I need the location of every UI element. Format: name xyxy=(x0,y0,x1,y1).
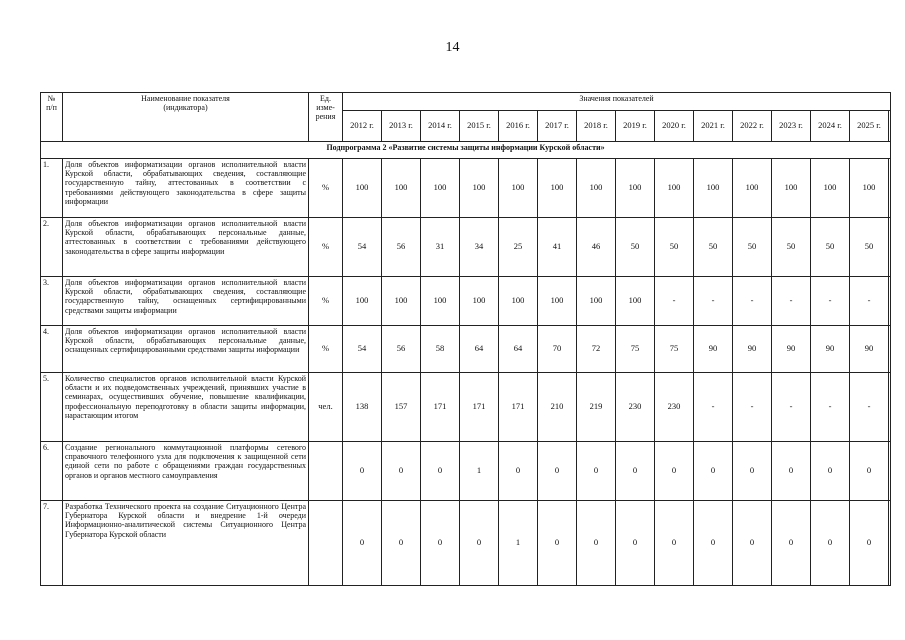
value-cell: 100 xyxy=(382,277,421,326)
year-header: 2024 г. xyxy=(811,111,850,142)
value-cell: 1 xyxy=(499,501,538,586)
indicators-table xyxy=(40,92,891,586)
row-number: 4. xyxy=(41,326,63,373)
value-cell: 171 xyxy=(460,373,499,442)
value-cell: 0 xyxy=(382,442,421,501)
value-cell: 0 xyxy=(694,501,733,586)
value-cell: 100 xyxy=(577,159,616,218)
value-cell: 90 xyxy=(733,326,772,373)
unit-cell xyxy=(309,501,343,586)
value-cell: 0 xyxy=(343,501,382,586)
row-filler xyxy=(889,159,891,218)
value-cell: - xyxy=(694,373,733,442)
table-row xyxy=(41,218,891,277)
header-row-1 xyxy=(41,93,891,111)
value-cell: 100 xyxy=(577,277,616,326)
value-cell: 0 xyxy=(382,501,421,586)
year-header: 2013 г. xyxy=(382,111,421,142)
value-cell: 100 xyxy=(694,159,733,218)
value-cell: 0 xyxy=(655,501,694,586)
value-cell: - xyxy=(850,277,889,326)
value-cell: - xyxy=(733,373,772,442)
value-cell: 41 xyxy=(538,218,577,277)
value-cell: 0 xyxy=(655,442,694,501)
year-header: 2016 г. xyxy=(499,111,538,142)
row-filler xyxy=(889,501,891,586)
year-header: 2021 г. xyxy=(694,111,733,142)
year-header: 2023 г. xyxy=(772,111,811,142)
value-cell: 0 xyxy=(499,442,538,501)
value-cell: 100 xyxy=(538,159,577,218)
value-cell: 56 xyxy=(382,218,421,277)
row-filler xyxy=(889,442,891,501)
value-cell: 0 xyxy=(616,501,655,586)
row-number: 3. xyxy=(41,277,63,326)
value-cell: 70 xyxy=(538,326,577,373)
row-number: 6. xyxy=(41,442,63,501)
unit-cell xyxy=(309,442,343,501)
row-number: 7. xyxy=(41,501,63,586)
value-cell: 58 xyxy=(421,326,460,373)
value-cell: 100 xyxy=(850,159,889,218)
value-cell: 34 xyxy=(460,218,499,277)
indicator-name: Доля объектов информатизации органов исполнительной власти Курской области, обрабатывающих сведения, составляющие государственную тайну, оснащенных сертифицированными средствами защиты информации xyxy=(63,277,309,326)
indicator-name: Количество специалистов органов исполнительной власти Курской области и их подведомственных учреждений, принявших участие в семинарах, осуществивших обучение, повышение квалификации, профессиональную переподготовку в области защиты информации, нарастающим итогом xyxy=(63,373,309,442)
value-cell: 100 xyxy=(382,159,421,218)
value-cell: 210 xyxy=(538,373,577,442)
value-cell: 0 xyxy=(343,442,382,501)
indicator-name: Доля объектов информатизации органов исполнительной власти Курской области, обрабатывающих персональные данные, аттестованных в соответствии с требованиями действующего законодательства в сфере защиты информации xyxy=(63,218,309,277)
unit-cell: % xyxy=(309,218,343,277)
value-cell: 54 xyxy=(343,218,382,277)
value-cell: - xyxy=(811,373,850,442)
row-filler xyxy=(889,373,891,442)
year-header: 2015 г. xyxy=(460,111,499,142)
value-cell: 50 xyxy=(850,218,889,277)
value-cell: 90 xyxy=(811,326,850,373)
value-cell: 100 xyxy=(343,277,382,326)
value-cell: 230 xyxy=(655,373,694,442)
unit-cell: чел. xyxy=(309,373,343,442)
value-cell: 100 xyxy=(421,277,460,326)
table-row xyxy=(41,373,891,442)
table-row xyxy=(41,277,891,326)
value-cell: 0 xyxy=(811,501,850,586)
value-cell: 0 xyxy=(733,442,772,501)
value-cell: 100 xyxy=(499,277,538,326)
value-cell: 0 xyxy=(460,501,499,586)
year-header: 2017 г. xyxy=(538,111,577,142)
value-cell: 0 xyxy=(694,442,733,501)
value-cell: 230 xyxy=(616,373,655,442)
value-cell: 0 xyxy=(772,442,811,501)
row-number: 1. xyxy=(41,159,63,218)
year-header-filler xyxy=(889,111,891,142)
value-cell: 50 xyxy=(694,218,733,277)
header-name-cell: Наименование показателя (индикатора) xyxy=(63,93,309,142)
value-cell: 100 xyxy=(460,277,499,326)
row-number: 2. xyxy=(41,218,63,277)
year-header: 2014 г. xyxy=(421,111,460,142)
value-cell: 0 xyxy=(577,501,616,586)
value-cell: 100 xyxy=(343,159,382,218)
row-filler xyxy=(889,218,891,277)
value-cell: 100 xyxy=(460,159,499,218)
value-cell: 0 xyxy=(577,442,616,501)
value-cell: 90 xyxy=(694,326,733,373)
value-cell: 100 xyxy=(499,159,538,218)
value-cell: 171 xyxy=(421,373,460,442)
year-header: 2012 г. xyxy=(343,111,382,142)
value-cell: 219 xyxy=(577,373,616,442)
value-cell: 50 xyxy=(655,218,694,277)
value-cell: 25 xyxy=(499,218,538,277)
header-unit-cell: Ед. изме- рения xyxy=(309,93,343,142)
value-cell: 64 xyxy=(499,326,538,373)
indicator-name: Разработка Технического проекта на создание Ситуационного Центра Губернатора Курской области и внедрение 1-й очереди Информационно-аналитической системы Ситуационного Центра Губернатора Курской области xyxy=(63,501,309,586)
subprogram-row xyxy=(41,142,891,159)
table-row xyxy=(41,501,891,586)
row-number: 5. xyxy=(41,373,63,442)
value-cell: - xyxy=(811,277,850,326)
value-cell: 46 xyxy=(577,218,616,277)
value-cell: 72 xyxy=(577,326,616,373)
value-cell: 0 xyxy=(772,501,811,586)
value-cell: - xyxy=(655,277,694,326)
indicator-name: Доля объектов информатизации органов исполнительной власти Курской области, обрабатывающих сведения, составляющие государственную тайну, аттестованных в соответствии с требованиями действующего законодательства в сфере защиты информации xyxy=(63,159,309,218)
value-cell: 50 xyxy=(772,218,811,277)
value-cell: 75 xyxy=(655,326,694,373)
table-row xyxy=(41,442,891,501)
value-cell: 0 xyxy=(733,501,772,586)
value-cell: 100 xyxy=(616,277,655,326)
value-cell: - xyxy=(694,277,733,326)
value-cell: 64 xyxy=(460,326,499,373)
value-cell: 56 xyxy=(382,326,421,373)
value-cell: 100 xyxy=(811,159,850,218)
value-cell: 50 xyxy=(811,218,850,277)
value-cell: 90 xyxy=(850,326,889,373)
value-cell: 171 xyxy=(499,373,538,442)
unit-cell: % xyxy=(309,277,343,326)
indicator-name: Создание регионального коммутационной платформы сетевого справочного телефонного узла для подключения к защищенной сети единой сети по работе с обращениями граждан государственных органов и органов местного самоуправления xyxy=(63,442,309,501)
value-cell: 0 xyxy=(850,442,889,501)
value-cell: 31 xyxy=(421,218,460,277)
value-cell: - xyxy=(850,373,889,442)
value-cell: 100 xyxy=(538,277,577,326)
row-filler xyxy=(889,277,891,326)
value-cell: - xyxy=(772,277,811,326)
value-cell: 157 xyxy=(382,373,421,442)
header-num-cell: № п/п xyxy=(41,93,63,142)
value-cell: - xyxy=(733,277,772,326)
value-cell: 50 xyxy=(733,218,772,277)
unit-cell: % xyxy=(309,326,343,373)
value-cell: 50 xyxy=(616,218,655,277)
value-cell: 100 xyxy=(421,159,460,218)
year-header: 2018 г. xyxy=(577,111,616,142)
value-cell: - xyxy=(772,373,811,442)
value-cell: 0 xyxy=(850,501,889,586)
header-values-cell: Значения показателей xyxy=(343,93,891,111)
value-cell: 0 xyxy=(811,442,850,501)
value-cell: 0 xyxy=(538,442,577,501)
value-cell: 0 xyxy=(538,501,577,586)
value-cell: 100 xyxy=(733,159,772,218)
year-header: 2020 г. xyxy=(655,111,694,142)
indicator-name: Доля объектов информатизации органов исполнительной власти Курской области, обрабатывающих персональные данные, оснащенных сертифицированными средствами защиты информации xyxy=(63,326,309,373)
subprogram-title: Подпрограмма 2 «Развитие системы защиты информации Курской области» xyxy=(41,142,891,159)
year-header: 2022 г. xyxy=(733,111,772,142)
table-row xyxy=(41,326,891,373)
value-cell: 0 xyxy=(616,442,655,501)
value-cell: 100 xyxy=(616,159,655,218)
value-cell: 54 xyxy=(343,326,382,373)
value-cell: 100 xyxy=(772,159,811,218)
table-row xyxy=(41,159,891,218)
row-filler xyxy=(889,326,891,373)
year-header: 2019 г. xyxy=(616,111,655,142)
page-number: 14 xyxy=(445,40,460,55)
value-cell: 0 xyxy=(421,501,460,586)
value-cell: 0 xyxy=(421,442,460,501)
unit-cell: % xyxy=(309,159,343,218)
value-cell: 90 xyxy=(772,326,811,373)
value-cell: 100 xyxy=(655,159,694,218)
year-header: 2025 г. xyxy=(850,111,889,142)
value-cell: 1 xyxy=(460,442,499,501)
value-cell: 75 xyxy=(616,326,655,373)
value-cell: 138 xyxy=(343,373,382,442)
